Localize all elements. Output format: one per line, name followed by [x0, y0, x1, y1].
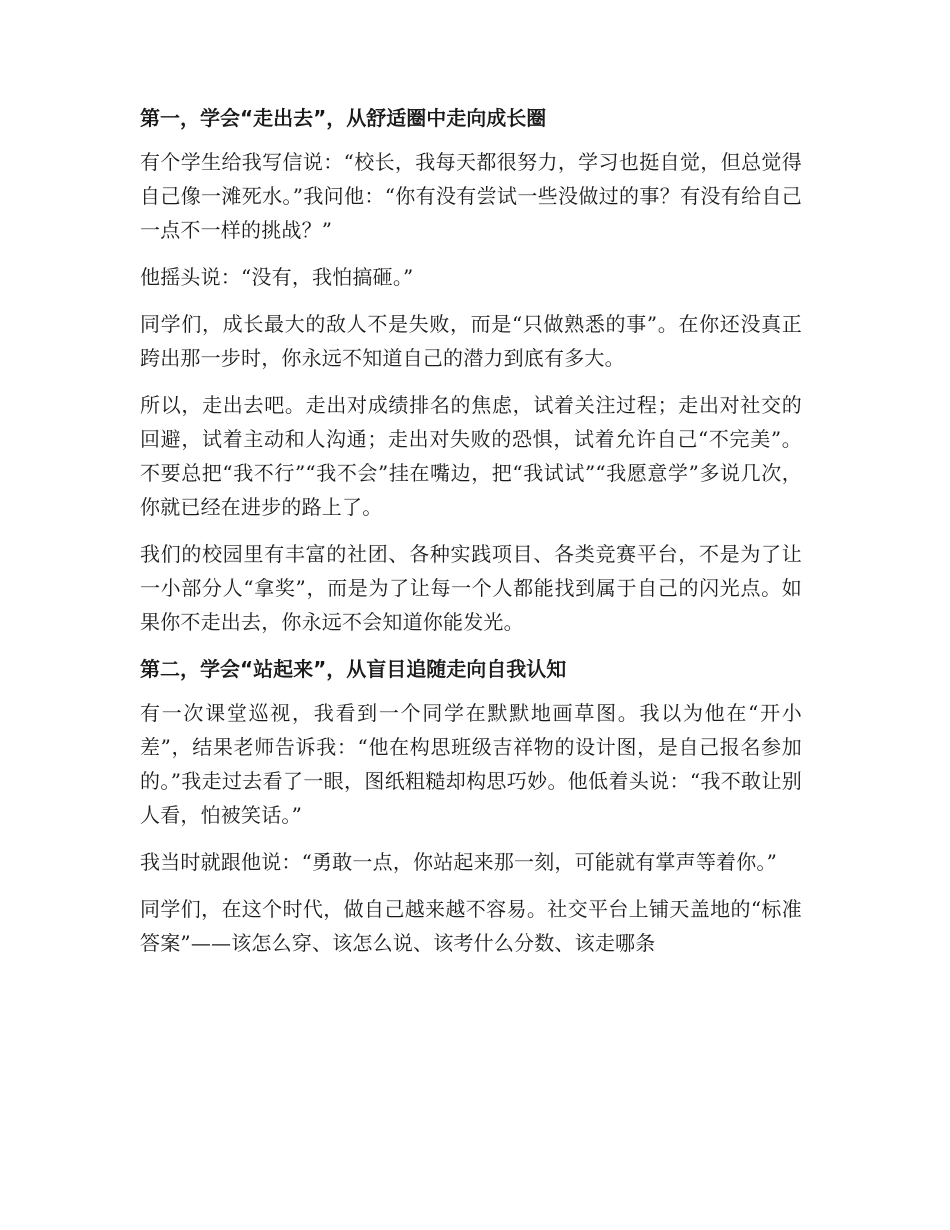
paragraph: 同学们，成长最大的敌人不是失败，而是“只做熟悉的事”。在你还没真正跨出那一步时，你永远不知道自己的潜力到底有多大。 [140, 312, 802, 370]
paragraph: 我当时就跟他说：“勇敢一点，你站起来那一刻，可能就有掌声等着你。” [140, 850, 778, 874]
section-heading-1: 第一，学会“走出去”，从舒适圈中走向成长圈 [140, 106, 547, 130]
paragraph: 有个学生给我写信说：“校长，我每天都很努力，学习也挺自觉，但总觉得自己像一滩死水。”我问他：“你有没有尝试一些没做过的事？有没有给自己一点不一样的挑战？” [140, 150, 802, 242]
paragraph: 所以，走出去吧。走出对成绩排名的焦虑，试着关注过程；走出对社交的回避，试着主动和人沟通；走出对失败的恐惧，试着允许自己“不完美”。不要总把“我不行”“我不会”挂在嘴边，把“我试试”“我愿意学”多说几次，你就已经在进步的路上了。 [140, 393, 802, 519]
document-page [140, 101, 802, 973]
paragraph: 我们的校园里有丰富的社团、各种实践项目、各类竞赛平台，不是为了让一小部分人“拿奖”，而是为了让每一个人都能找到属于自己的闪光点。如果你不走出去，你永远不会知道你能发光。 [140, 542, 802, 634]
paragraph: 他摇头说：“没有，我怕搞砸。” [140, 265, 414, 289]
section-heading-2: 第二，学会“站起来”，从盲目追随走向自我认知 [140, 657, 567, 681]
paragraph: 同学们，在这个时代，做自己越来越不容易。社交平台上铺天盖地的“标准答案”——该怎么穿、该怎么说、该考什么分数、该走哪条 [140, 897, 802, 955]
paragraph: 有一次课堂巡视，我看到一个同学在默默地画草图。我以为他在“开小差”，结果老师告诉我：“他在构思班级吉祥物的设计图，是自己报名参加的。”我走过去看了一眼，图纸粗糙却构思巧妙。他低着头说：“我不敢让别人看，怕被笑话。” [140, 701, 802, 827]
